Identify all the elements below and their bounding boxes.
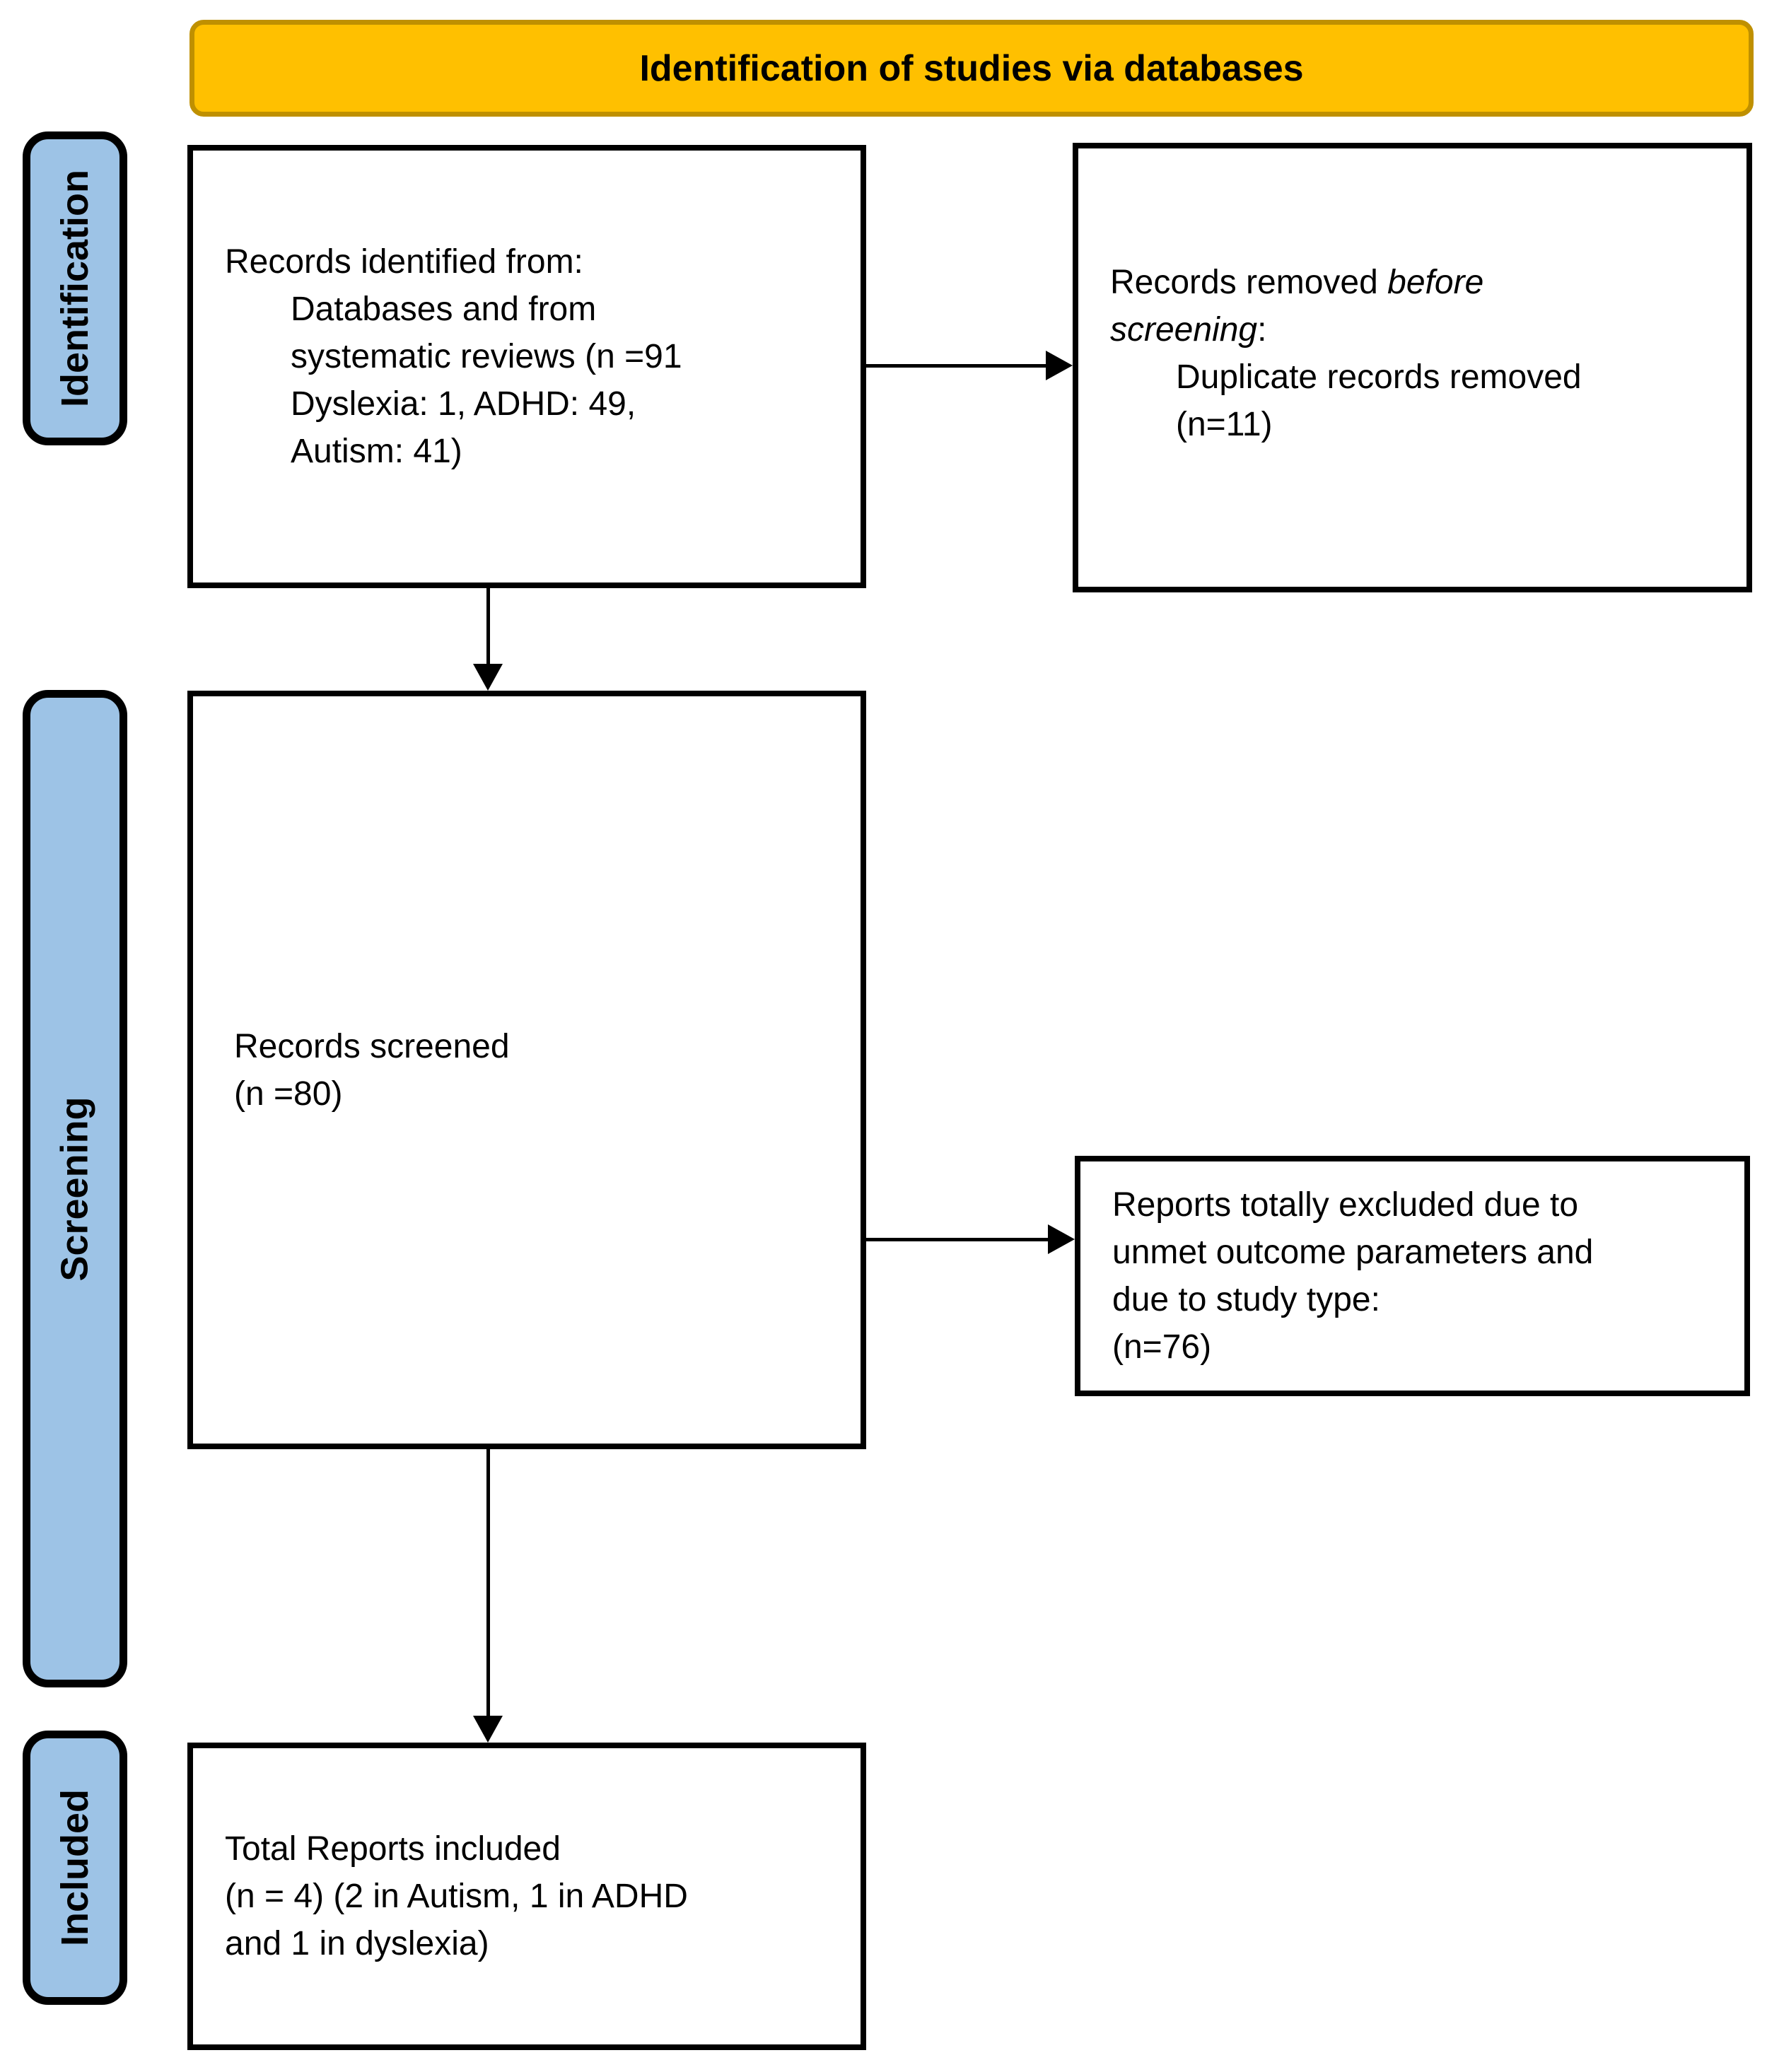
arrow-screened-to-excluded-line — [866, 1238, 1049, 1241]
box-reports-excluded-line: due to study type: — [1112, 1281, 1380, 1318]
box-reports-excluded-line: Reports totally excluded due to — [1112, 1186, 1579, 1224]
box-records-screened — [187, 691, 866, 1449]
arrow-screened-to-included-head-icon — [473, 1716, 503, 1743]
box-reports-excluded-line: (n=76) — [1112, 1328, 1212, 1366]
arrow-screened-to-excluded-head-icon — [1048, 1224, 1075, 1254]
stage-screening-label: Screening — [54, 1096, 96, 1282]
arrow-identified-to-screened-head-icon — [473, 664, 503, 691]
arrow-identified-to-screened-line — [486, 588, 490, 664]
stage-included-label: Included — [54, 1789, 97, 1947]
box-reports-excluded — [1075, 1156, 1750, 1396]
box-records-screened-line: (n =80) — [234, 1075, 343, 1113]
box-records-identified-line: Autism: 41) — [291, 433, 462, 470]
arrow-screened-to-included-line — [486, 1449, 490, 1716]
stage-identification — [23, 131, 127, 445]
box-records-removed — [1073, 143, 1752, 592]
box-records-identified — [187, 145, 866, 588]
box-records-screened-line: Records screened — [234, 1027, 510, 1065]
arrow-identified-to-removed-line — [866, 364, 1047, 368]
arrow-identified-to-removed-head-icon — [1046, 351, 1073, 380]
box-records-removed-line — [1110, 306, 1732, 353]
box-reports-excluded-line: unmet outcome parameters and — [1112, 1234, 1594, 1271]
box-records-removed-text-italic: screening — [1110, 311, 1258, 349]
stage-included — [23, 1731, 127, 2005]
box-records-removed-text: Records removed — [1110, 264, 1388, 301]
box-records-removed-line: (n=11) — [1176, 406, 1273, 443]
box-reports-included-line: Total Reports included — [225, 1830, 561, 1868]
banner — [189, 20, 1754, 117]
box-records-removed-text-italic: before — [1387, 264, 1484, 301]
box-records-identified-line: systematic reviews (n =91 — [291, 338, 682, 375]
box-records-removed-line — [1110, 259, 1732, 306]
box-reports-included-line: and 1 in dyslexia) — [225, 1925, 489, 1962]
box-records-identified-line: Records identified from: — [225, 243, 583, 281]
banner-label: Identification of studies via databases — [639, 47, 1304, 89]
box-records-identified-line: Databases and from — [291, 291, 597, 328]
box-reports-included — [187, 1743, 866, 2050]
box-reports-included-line: (n = 4) (2 in Autism, 1 in ADHD — [225, 1878, 688, 1915]
stage-identification-label: Identification — [54, 170, 96, 407]
box-records-removed-line: Duplicate records removed — [1176, 358, 1582, 396]
box-records-removed-text: : — [1257, 311, 1267, 349]
box-records-identified-line: Dyslexia: 1, ADHD: 49, — [291, 385, 636, 423]
stage-screening — [23, 690, 127, 1687]
